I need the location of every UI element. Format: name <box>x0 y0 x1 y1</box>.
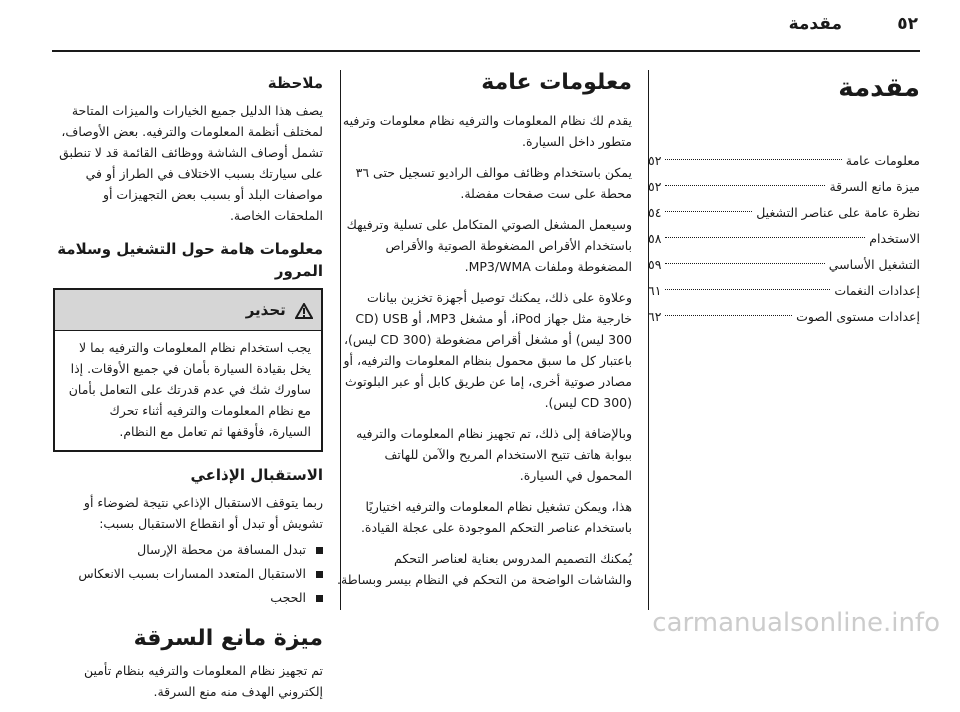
table-of-contents <box>648 148 920 330</box>
running-header: مقدمة <box>788 14 842 34</box>
general-heading: معلومات عامة <box>481 70 632 95</box>
general-paragraph: وعلاوة على ذلك، يمكنك توصيل أجهزة تخزين بيانات خارجية مثل جهاز iPod، أو مشغل MP3، أو USB (CD 300 ليس) أو مشغل أقراص مضغوطة (CD 300 ليس)، باعتبار كل ما سبق محمول بنظام المعلومات والترفيه، أو مصادر صوتية أخرى، إما عن طريق كابل أو عبر البلوتوث (CD 300 ليس). <box>343 290 632 410</box>
general-paragraph: يقدم لك نظام المعلومات والترفيه نظام معلومات وترفيه متطور داخل السيارة. <box>342 113 632 149</box>
header-rule <box>52 50 920 52</box>
safety-heading: معلومات هامة حول التشغيل وسلامة المرور <box>57 240 323 280</box>
reception-intro: ربما يتوقف الاستقبال الإذاعي نتيجة لضوضاء أو تشويش أو تبدل أو انقطاع الاستقبال بسبب: <box>83 495 323 531</box>
general-paragraph: وسيعمل المشغل الصوتي المتكامل على تسلية وترفيهك باستخدام الأقراص المضغوطة الصوتية والأقراص المضغوطة وملفات MP3/WMA. <box>346 217 632 274</box>
theft-text: تم تجهيز نظام المعلومات والترفيه بنظام تأمين إلكتروني الهدف منه منع السرقة. <box>83 663 323 699</box>
theft-heading: ميزة مانع السرقة <box>133 626 323 651</box>
warning-title: تحذير <box>245 301 286 319</box>
reception-list <box>53 538 323 610</box>
toc-item[interactable]: نظرة عامة على عناصر التشغيل ٥٤ <box>648 205 920 220</box>
reception-heading: الاستقبال الإذاعي <box>190 466 323 484</box>
general-paragraph: هذا، ويمكن تشغيل نظام المعلومات والترفيه اختياريًا باستخدام عناصر التحكم الموجودة على عجلة القيادة. <box>360 499 632 535</box>
list-item: الاستقبال المتعدد المسارات بسبب الانعكاس <box>53 562 323 586</box>
toc-item[interactable]: إعدادات النغمات ٦١ <box>648 283 920 298</box>
bullet-square-icon <box>316 571 323 578</box>
bullet-square-icon <box>316 547 323 554</box>
general-paragraph: وبالإضافة إلى ذلك، تم تجهيز نظام المعلومات والترفيه ببوابة هاتف تتيح الاستخدام المريح والآمن للهاتف المحمول في السيارة. <box>356 426 632 483</box>
toc-item[interactable]: إعدادات مستوى الصوت ٦٢ <box>648 309 920 324</box>
warning-box <box>53 288 323 452</box>
column-intro <box>648 62 920 330</box>
note-text: يصف هذا الدليل جميع الخيارات والميزات المتاحة لمختلف أنظمة المعلومات والترفيه. بعض الأوصاف، تشمل أوصاف الشاشة ووظائف القائمة قد لا تنطبق على سيارتك بسبب الاختلاف في الطراز أو في مواصفات البلد أو بسبب بعض التجهيزات أو الملحقات الخاصة. <box>59 103 323 223</box>
list-item: تبدل المسافة من محطة الإرسال <box>53 538 323 562</box>
toc-item[interactable]: التشغيل الأساسي ٥٩ <box>648 257 920 272</box>
page-header <box>0 0 960 48</box>
column-general <box>337 62 632 600</box>
note-heading: ملاحظة <box>267 74 323 92</box>
list-item: الحجب <box>53 586 323 610</box>
toc-item[interactable]: الاستخدام ٥٨ <box>648 231 920 246</box>
toc-item[interactable]: معلومات عامة ٥٢ <box>648 153 920 168</box>
warning-triangle-icon <box>290 301 313 319</box>
warning-text: يجب استخدام نظام المعلومات والترفيه بما لا يخل بقيادة السيارة بأمان في جميع الأوقات. إذا ساورك شك في عدم قدرتك على التعامل بأمان مع نظام المعلومات والترفيه أثناء تحرك السيارة، فأوقفها ثم تعامل مع النظام. <box>68 340 311 439</box>
watermark: carmanualsonline.info <box>652 608 940 638</box>
intro-heading: مقدمة <box>838 73 920 103</box>
bullet-square-icon <box>316 595 323 602</box>
page-number: ٥٢ <box>897 14 918 34</box>
warning-title-bar <box>55 290 321 331</box>
column-notes <box>53 62 323 712</box>
general-paragraph: يُمكنك التصميم المدروس بعناية لعناصر التحكم والشاشات الواضحة من التحكم في النظام بيسر وبساطة. <box>337 551 632 587</box>
general-paragraph: يمكن باستخدام وظائف موالف الراديو تسجيل حتى ٣٦ محطة على ست صفحات مفضلة. <box>355 165 632 201</box>
toc-item[interactable]: ميزة مانع السرقة ٥٢ <box>648 179 920 194</box>
